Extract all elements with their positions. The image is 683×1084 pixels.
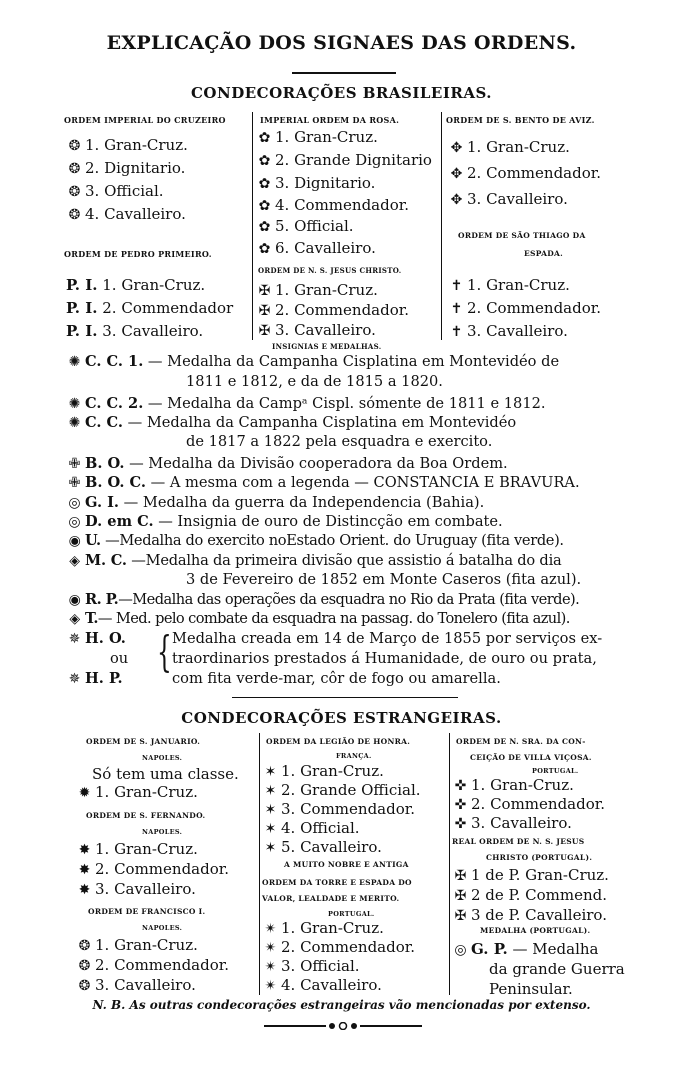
order-header-fernando: ORDEM DE S. FERNANDO. [86,811,206,820]
column-divider [449,733,450,995]
order-header-aviz: ORDEM DE S. BENTO DE AVIZ. [446,115,595,125]
medal-row-cont: 1811 e 1812, e da de 1815 a 1820. [186,373,443,390]
order-header-januario: ORDEM DE S. JANUARIO. [86,737,201,746]
round-medal-icon: ◉ [68,592,81,608]
section-heading-estrangeiras: CONDECORAÇÕES ESTRANGEIRAS. [181,709,502,727]
list-item: ❂ 3. Cavalleiro. [76,976,196,995]
medal-row: ✺ C. C. 2. — Medalha da Campᵃ Cispl. sómente de 1811 e 1812. [66,395,546,413]
sword-cross-icon: ✝ [450,278,463,294]
list-item: ✿ 4. Commendador. [256,196,409,215]
medal-row: ◉ U. —Medalha do exercito noEstado Orient. do Uruguay (fita verde). [66,532,564,550]
rose-badge-icon: ✿ [258,130,271,146]
medal-row: ◎ G. I. — Medalha da guerra da Independencia (Bahia). [66,494,484,512]
divider [232,697,458,698]
list-item: ✝ 3. Cavalleiro. [448,322,568,341]
list-item: ✴ 4. Cavalleiro. [262,976,382,995]
list-item: ✴ 3. Official. [262,957,360,976]
order-header-thiago: ORDEM DE SÃO THIAGO DA [458,231,586,240]
medal-row: ◈ T.— Med. pelo combate da esquadra na passag. do Tonelero (fita azul). [66,610,570,628]
country-label: FRANÇA. [336,752,372,760]
list-item: ❂ 3. Official. [66,182,164,201]
column-divider [259,733,260,995]
class-note: Só tem uma classe. [92,765,239,783]
medal-cross-icon: ✙ [68,475,81,491]
sword-cross-icon: ✝ [450,324,463,340]
medal-row: ✺ C. C. — Medalha da Campanha Cisplatina em Montevidéo [66,414,516,432]
medal-desc: Peninsular. [489,980,573,998]
list-item: ✜ 3. Cavalleiro. [452,814,572,833]
medal-row: ◉ R. P.—Medalha das operações da esquadra no Rio da Prata (fita verde). [66,591,579,609]
medal-row: ✺ C. C. 1. — Medalha da Campanha Cisplatina em Montevidéo de [66,353,559,371]
round-medal-icon: ◎ [68,495,81,511]
list-item: ✸ 3. Cavalleiro. [76,880,196,899]
round-medal-icon: ◉ [68,533,81,549]
list-item: ✿ 5. Official. [256,217,354,236]
list-item: ✝ 2. Commendador. [448,299,601,318]
country-label: NAPOLES. [142,828,183,836]
tower-sword-star-icon: ✴ [264,940,277,956]
list-item: ✿ 1. Gran-Cruz. [256,128,378,147]
medal-star-icon: ✺ [68,354,81,370]
rose-badge-icon: ✿ [258,198,271,214]
list-item: ❂ 1. Gran-Cruz. [66,136,188,155]
list-item: ✝ 1. Gran-Cruz. [448,276,570,295]
list-item: ✹ 1. Gran-Cruz. [76,783,198,802]
medal-desc: traordinarios prestados á Humanidade, de ouro ou prata, [172,650,597,667]
christ-cross-icon: ✠ [454,888,467,904]
list-item: ✥ 2. Commendador. [448,164,601,183]
ornament-rule-icon [264,1022,422,1030]
rose-badge-icon: ✿ [258,153,271,169]
list-item: P. I. 2. Commendador [66,299,234,317]
order-header-vicosa: ORDEM DE N. SRA. DA CON- [456,737,586,746]
list-item: ✿ 3. Dignitario. [256,174,375,193]
list-item: ✶ 5. Cavalleiro. [262,838,382,857]
vicosa-cross-icon: ✜ [454,797,467,813]
brace: { [157,627,172,676]
list-item: ❂ 1. Gran-Cruz. [76,936,198,955]
country-label: NAPOLES. [142,754,183,762]
list-item: ✥ 3. Cavalleiro. [448,190,568,209]
christ-cross-icon: ✠ [454,868,467,884]
list-item: ✠ 1 de P. Gran-Cruz. [452,866,609,885]
list-item: ✠ 2. Commendador. [256,301,409,320]
tower-sword-star-icon: ✴ [264,959,277,975]
aviz-cross-icon: ✥ [450,192,463,208]
order-header-legiao: ORDEM DA LEGIÃO DE HONRA. [266,737,411,746]
order-header-medalha-pt: MEDALHA (PORTUGAL). [480,926,591,935]
order-header-francisco: ORDEM DE FRANCISCO I. [88,907,206,916]
list-item: ✜ 1. Gran-Cruz. [452,776,574,795]
legion-star-icon: ✶ [264,783,277,799]
footer-note: N. B. As outras condecorações estrangeiras vão mencionadas por extenso. [92,998,591,1012]
country-label: PORTUGAL. [532,767,579,775]
list-item: ✶ 3. Commendador. [262,800,415,819]
list-item: ❂ 2. Commendador. [76,956,229,975]
insignias-header: INSIGNIAS E MEDALHAS. [272,342,382,351]
legion-star-icon: ✶ [264,764,277,780]
cruzeiro-badge-icon: ❂ [68,161,81,177]
januario-star-icon: ✹ [78,785,91,801]
list-item: ❂ 2. Dignitario. [66,159,185,178]
order-header-torre-line2: ORDEM DA TORRE E ESPADA DO [262,878,412,887]
medal-cross-icon: ✙ [68,456,81,472]
list-item: ✶ 1. Gran-Cruz. [262,762,384,781]
list-item: ✴ 2. Commendador. [262,938,415,957]
order-header-torre: A MUITO NOBRE E ANTIGA [284,860,409,869]
humanity-star-icon: ✵ [68,631,81,647]
medal-row: ◎ G. P. — Medalha [452,940,598,959]
rose-badge-icon: ✿ [258,241,271,257]
fernando-star-icon: ✸ [78,842,91,858]
medal-row: ◎ D. em C. — Insignia de ouro de Distincção em combate. [66,513,503,531]
round-medal-icon: ◎ [68,514,81,530]
medal-star-icon: ✺ [68,415,81,431]
list-item: ✿ 2. Grande Dignitario [256,151,432,170]
list-item: ✶ 4. Official. [262,819,360,838]
order-header-torre-line3: VALOR, LEALDADE E MERITO. [262,894,400,903]
list-item: ✸ 2. Commendador. [76,860,229,879]
vicosa-cross-icon: ✜ [454,778,467,794]
list-item: ✠ 3. Cavalleiro. [256,321,376,340]
humanity-star-icon: ✵ [68,671,81,687]
cruzeiro-badge-icon: ❂ [68,207,81,223]
list-item: ✠ 1. Gran-Cruz. [256,281,378,300]
order-header-jesus-pt-line2: CHRISTO (PORTUGAL). [486,853,593,862]
medal-row-cont: 3 de Fevereiro de 1852 em Monte Caseros (fita azul). [186,571,582,588]
aviz-cross-icon: ✥ [450,140,463,156]
medal-code-ho: ✵ H. O. [66,630,126,648]
christ-cross-icon: ✠ [454,908,467,924]
christ-cross-icon: ✠ [258,303,271,319]
cruzeiro-badge-icon: ❂ [68,138,81,154]
list-item: ✴ 1. Gran-Cruz. [262,919,384,938]
medal-desc: com fita verde-mar, côr de fogo ou amarella. [172,670,501,687]
divider [292,72,396,74]
round-medal-icon: ◈ [69,611,80,627]
list-item: ✠ 2 de P. Commend. [452,886,607,905]
section-heading-brasileiras: CONDECORAÇÕES BRASILEIRAS. [190,84,492,102]
column-divider [252,112,253,340]
tower-sword-star-icon: ✴ [264,978,277,994]
fernando-star-icon: ✸ [78,882,91,898]
order-header-cruzeiro: ORDEM IMPERIAL DO CRUZEIRO [64,115,226,125]
order-header-jesus-pt: REAL ORDEM DE N. S. JESUS [452,837,585,846]
medal-row: ✙ B. O. — Medalha da Divisão cooperadora da Boa Ordem. [66,455,508,473]
list-item: P. I. 3. Cavalleiro. [66,322,204,340]
page-title: EXPLICAÇÃO DOS SIGNAES DAS ORDENS. [106,32,577,54]
medal-row: ✙ B. O. C. — A mesma com a legenda — CONSTANCIA E BRAVURA. [66,474,580,492]
cruzeiro-badge-icon: ❂ [68,184,81,200]
medal-code-or: ou [110,650,129,667]
medal-desc: Medalha creada em 14 de Março de 1855 por serviços ex- [172,630,603,647]
rose-badge-icon: ✿ [258,219,271,235]
list-item: ❂ 4. Cavalleiro. [66,205,186,224]
medal-code-hp: ✵ H. P. [66,670,123,688]
list-item: ✥ 1. Gran-Cruz. [448,138,570,157]
list-item: ✸ 1. Gran-Cruz. [76,840,198,859]
list-item: ✿ 6. Cavalleiro. [256,239,376,258]
medal-row-cont: de 1817 a 1822 pela esquadra e exercito. [186,433,493,450]
country-label: PORTUGAL. [328,910,375,918]
country-label: NAPOLES. [142,924,183,932]
order-header-thiago-line2: ESPADA. [524,249,564,258]
order-header-jesus: ORDEM DE N. S. JESUS CHRISTO. [258,266,402,275]
medal-desc: da grande Guerra [489,960,625,978]
medal-star-icon: ✺ [68,396,81,412]
sword-cross-icon: ✝ [450,301,463,317]
vicosa-cross-icon: ✜ [454,816,467,832]
round-medal-icon: ◎ [454,942,467,958]
order-header-rosa: IMPERIAL ORDEM DA ROSA. [260,115,400,125]
order-header-pedro: ORDEM DE PEDRO PRIMEIRO. [64,249,212,259]
francisco-badge-icon: ❂ [78,978,91,994]
francisco-badge-icon: ❂ [78,938,91,954]
tower-sword-star-icon: ✴ [264,921,277,937]
round-medal-icon: ◈ [69,553,80,569]
francisco-badge-icon: ❂ [78,958,91,974]
list-item: ✠ 3 de P. Cavalleiro. [452,906,607,925]
column-divider [441,112,442,340]
legion-star-icon: ✶ [264,821,277,837]
aviz-cross-icon: ✥ [450,166,463,182]
list-item: P. I. 1. Gran-Cruz. [66,276,206,294]
fernando-star-icon: ✸ [78,862,91,878]
christ-cross-icon: ✠ [258,323,271,339]
list-item: ✶ 2. Grande Official. [262,781,421,800]
list-item: ✜ 2. Commendador. [452,795,605,814]
rose-badge-icon: ✿ [258,176,271,192]
legion-star-icon: ✶ [264,802,277,818]
order-header-vicosa-line2: CEIÇÃO DE VILLA VIÇOSA. [470,753,592,762]
christ-cross-icon: ✠ [258,283,271,299]
medal-row: ◈ M. C. —Medalha da primeira divisão que assistio á batalha do dia [66,552,562,570]
legion-star-icon: ✶ [264,840,277,856]
